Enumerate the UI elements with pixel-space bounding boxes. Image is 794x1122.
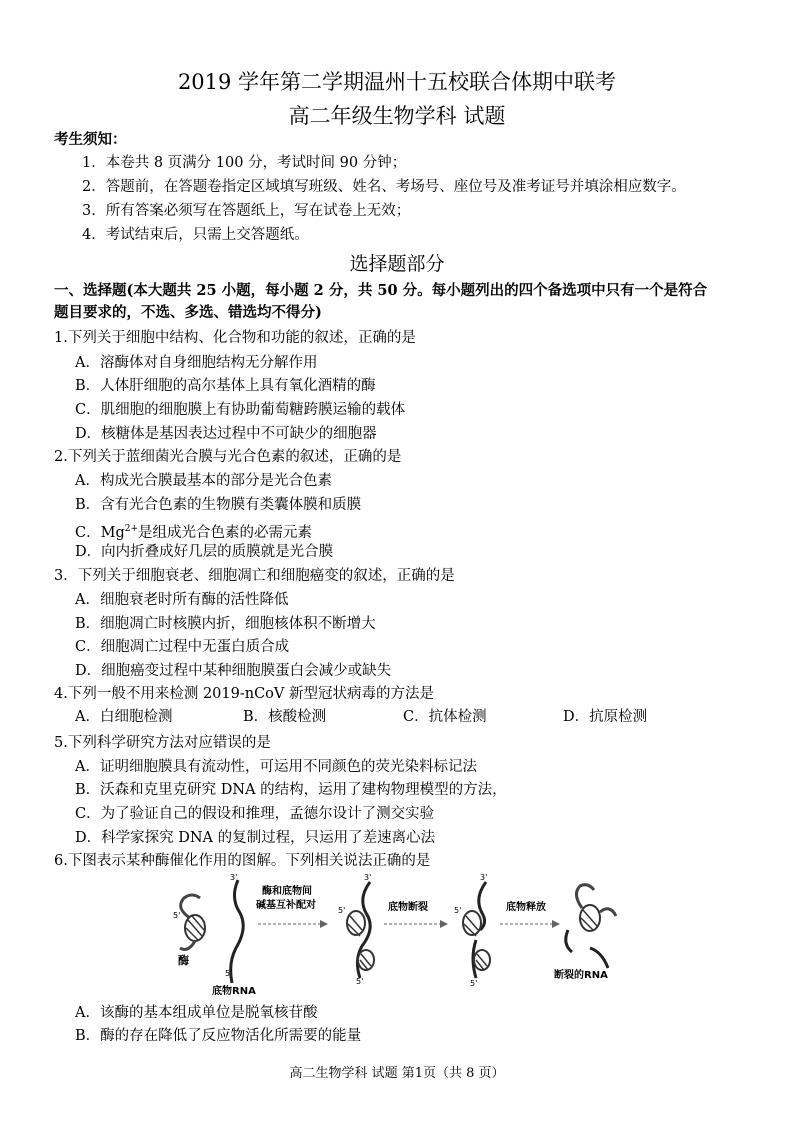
notice-item: 4．考试结束后，只需上交答题纸。 (82, 227, 309, 243)
question-2-option-b: B．含有光合色素的生物膜有类囊体膜和质膜 (75, 497, 362, 513)
stage-4 (554, 885, 616, 981)
enzyme-catalysis-figure (170, 868, 630, 996)
question-4-stem: 4.下列一般不用来检测 2019-nCoV 新型冠状病毒的方法是 (54, 686, 434, 702)
notice-item: 1．本卷共 8 页满分 100 分，考试时间 90 分钟； (82, 155, 407, 171)
arrow-right-icon (440, 920, 448, 928)
end-3-label: 3' (230, 873, 238, 882)
question-1-option-b: B．人体肝细胞的高尔基体上具有氧化酒精的酶 (75, 378, 376, 394)
end-5-label: 5' (173, 911, 181, 920)
end-5-label: 5' (454, 906, 462, 915)
instructions-line-2: 题目要求的，不选、多选、错选均不得分) (54, 304, 322, 321)
option-c-rest: 是组成光合色素的必需元素 (138, 524, 313, 541)
notice-item: 2．答题前，在答题卷指定区域填写班级、姓名、考场号、座位号及准考证号并填涂相应数字。 (82, 179, 686, 195)
question-2-stem: 2.下列关于蓝细菌光合膜与光合色素的叙述，正确的是 (54, 449, 402, 465)
question-5-stem: 5.下列科学研究方法对应错误的是 (54, 735, 271, 751)
question-3-option-c: C．细胞凋亡过程中无蛋白质合成 (75, 639, 290, 655)
question-2-option-a: A．构成光合膜最基本的部分是光合色素 (75, 473, 332, 489)
question-5-option-c: C．为了验证自己的假设和推理，孟德尔设计了测交实验 (75, 806, 435, 822)
question-3-option-d: D．细胞癌变过程中某种细胞膜蛋白会减少或缺失 (75, 663, 392, 679)
step-2-label: 底物断裂 (388, 902, 428, 913)
question-1-option-c: C．肌细胞的细胞膜上有协助葡萄糖跨膜运输的载体 (75, 402, 406, 418)
question-1-option-a: A．溶酶体对自身细胞结构无分解作用 (75, 355, 318, 371)
question-6-option-b: B．酶的存在降低了反应物活化所需要的能量 (75, 1028, 362, 1044)
end-5-label: 5' (356, 977, 364, 986)
section-title: 选择题部分 (349, 253, 445, 275)
end-5-label: 5' (338, 906, 346, 915)
exam-title: 2019 学年第二学期温州十五校联合体期中联考 (177, 70, 617, 94)
end-5-label: 5' (470, 979, 478, 988)
question-2-option-c (75, 519, 312, 543)
enzyme-label: 酶 (178, 954, 189, 967)
question-5-option-d: D．科学家探究 DNA 的复制过程，只运用了差速离心法 (75, 830, 436, 846)
question-6-stem: 6.下图表示某种酶催化作用的图解。下列相关说法正确的是 (54, 853, 431, 869)
page-footer: 高二生物学科 试题 第1页（共 8 页） (289, 1066, 505, 1081)
instructions-line-1: 一、选择题(本大题共 25 小题，每小题 2 分，共 50 分。每小题列出的四个备选项中只有一个是符合 (54, 282, 708, 299)
notice-heading: 考生须知： (54, 131, 127, 148)
stage-3 (454, 873, 490, 988)
question-4-option-c: C．抗体检测 (403, 709, 487, 725)
stage-2 (338, 873, 374, 986)
cleaved-rna-label: 断裂的RNA (554, 970, 608, 981)
question-4-option-d: D．抗原检测 (563, 709, 648, 725)
end-5-label: 5' (225, 969, 233, 978)
question-3-stem: 3．下列关于细胞衰老、细胞凋亡和细胞癌变的叙述，正确的是 (54, 568, 455, 584)
question-3-option-a: A．细胞衰老时所有酶的活性降低 (75, 592, 289, 608)
end-3-label: 3' (364, 873, 372, 882)
question-3-option-b: B．细胞凋亡时核膜内折，细胞核体积不断增大 (75, 616, 376, 632)
question-6-option-a: A．该酶的基本组成单位是脱氧核苷酸 (75, 1005, 318, 1021)
option-c-prefix: C．Mg (75, 524, 125, 541)
question-1-stem: 1.下列关于细胞中结构、化合物和功能的叙述，正确的是 (54, 330, 416, 346)
arrow-right-icon (320, 920, 328, 928)
stage-1 (173, 873, 256, 996)
arrow-right-icon (552, 920, 560, 928)
question-5-option-b: B．沃森和克里克研究 DNA 的结构，运用了建构物理模型的方法， (75, 782, 507, 798)
step-3-label: 底物释放 (506, 902, 546, 913)
step-1-label-line-2: 碱基互补配对 (256, 900, 316, 911)
question-1-option-d: D．核糖体是基因表达过程中不可缺少的细胞器 (75, 426, 377, 442)
question-5-option-a: A．证明细胞膜具有流动性，可运用不同颜色的荧光染料标记法 (75, 759, 477, 775)
question-4-option-a: A．白细胞检测 (75, 709, 173, 725)
superscript: 2+ (124, 524, 139, 534)
question-4-option-b: B．核酸检测 (243, 709, 327, 725)
end-3-label: 3' (480, 873, 488, 882)
substrate-rna-label: 底物RNA (212, 986, 256, 996)
notice-item: 3．所有答案必须写在答题纸上，写在试卷上无效； (82, 203, 411, 219)
question-2-option-d: D．向内折叠成好几层的质膜就是光合膜 (75, 544, 334, 560)
step-1-label-line-1: 酶和底物间 (262, 886, 312, 897)
exam-subtitle: 高二年级生物学科 试题 (288, 104, 506, 128)
